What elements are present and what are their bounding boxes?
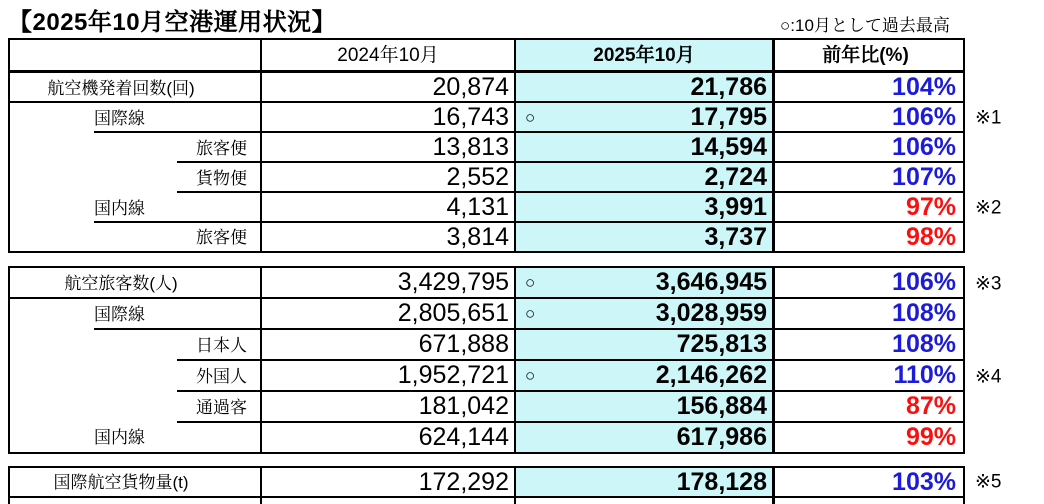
- yoy-ratio: 99%: [772, 423, 963, 452]
- table-section-cargo: [8, 466, 1002, 498]
- row-label-cell: [10, 163, 260, 193]
- value-2025-cell: [514, 468, 772, 496]
- table-header-row: [10, 40, 963, 73]
- value-2025-cell: [514, 163, 772, 193]
- table-section-movements: [8, 38, 1002, 253]
- row-label: 国内線: [94, 428, 145, 447]
- yoy-ratio: 106%: [772, 133, 963, 163]
- table-row: [10, 423, 963, 452]
- value-2025: 725,813: [676, 330, 767, 358]
- table-edge-stub: [514, 497, 516, 504]
- value-2025: 3,028,959: [655, 299, 767, 327]
- yoy-ratio: 106%: [772, 103, 963, 133]
- value-2025: 617,986: [676, 423, 767, 451]
- record-circle-icon: ○: [525, 273, 536, 292]
- table-row: [10, 73, 963, 103]
- yoy-ratio: 87%: [772, 392, 963, 423]
- header-2024: 2024年10月: [260, 40, 514, 73]
- table-section-passengers: [8, 266, 1002, 454]
- value-2025-cell: [514, 268, 772, 299]
- row-label-cell: [10, 299, 260, 330]
- yoy-ratio: 98%: [772, 223, 963, 251]
- row-label: 国際航空貨物量(t): [53, 472, 189, 492]
- table-row: [10, 467, 1002, 496]
- value-2025-cell: [514, 423, 772, 452]
- table-row: [10, 133, 963, 163]
- value-2025-cell: [514, 330, 772, 361]
- footnote-ref: ※4: [975, 366, 1002, 387]
- value-2025: 2,146,262: [655, 361, 767, 389]
- value-2024: 4,131: [260, 193, 514, 223]
- footnote-ref: ※2: [975, 197, 1002, 219]
- value-2024: 20,874: [260, 73, 514, 103]
- table-row: [10, 361, 1002, 392]
- record-circle-icon: ○: [525, 107, 536, 127]
- table-edge-stub: [8, 497, 10, 504]
- value-2025: 178,128: [676, 467, 767, 496]
- value-2024: 3,429,795: [260, 268, 514, 299]
- record-circle-icon: ○: [525, 366, 536, 385]
- yoy-ratio: 106%: [772, 268, 963, 299]
- table-row: [10, 163, 963, 193]
- value-2025-cell: [514, 103, 772, 133]
- yoy-ratio: 108%: [772, 299, 963, 330]
- value-2024: 181,042: [260, 392, 514, 423]
- header-2025: 2025年10月: [514, 40, 772, 73]
- value-2025-cell: [514, 133, 772, 163]
- row-label: 旅客便: [196, 227, 247, 247]
- row-label: 航空旅客数(人): [64, 274, 178, 293]
- row-label-cell: [10, 392, 260, 423]
- yoy-ratio: 103%: [772, 468, 963, 496]
- table-edge-stub: [260, 497, 262, 504]
- value-2025: 2,724: [704, 162, 767, 191]
- table-edge-stub: [772, 497, 775, 504]
- table-row: [10, 268, 1002, 299]
- row-label-cell: [10, 223, 260, 251]
- row-label: 国際線: [94, 108, 145, 128]
- value-2025-cell: [514, 193, 772, 223]
- value-2025-cell: [514, 73, 772, 103]
- table-row: [10, 192, 1002, 223]
- table-row: [10, 102, 1002, 133]
- value-2025-cell: [514, 392, 772, 423]
- row-label-cell: [10, 468, 260, 496]
- row-label-cell: [10, 268, 260, 299]
- value-2024: 671,888: [260, 330, 514, 361]
- footnote-ref: ※1: [975, 107, 1002, 129]
- row-label: 通過客: [196, 398, 247, 417]
- value-2024: 2,552: [260, 163, 514, 193]
- value-2025: 21,786: [690, 72, 767, 101]
- row-label: 日本人: [196, 336, 247, 355]
- yoy-ratio: 107%: [772, 163, 963, 193]
- row-label: 国内線: [94, 198, 145, 218]
- value-2024: 624,144: [260, 423, 514, 452]
- value-2025: 3,991: [704, 192, 767, 221]
- footnote-ref: ※5: [975, 471, 1002, 493]
- row-label: 国際線: [94, 305, 145, 324]
- row-label: 外国人: [196, 367, 247, 386]
- yoy-ratio: 108%: [772, 330, 963, 361]
- yoy-ratio: 97%: [772, 193, 963, 223]
- record-legend-note: ○:10月として過去最高: [780, 16, 950, 35]
- row-label-cell: [10, 73, 260, 103]
- row-label-cell: [10, 361, 260, 392]
- value-2024: 13,813: [260, 133, 514, 163]
- table-row: [10, 330, 963, 361]
- row-label: 航空機発着回数(回): [47, 78, 195, 98]
- value-2024: 3,814: [260, 223, 514, 251]
- header-label-cell: [10, 40, 260, 73]
- value-2024: 2,805,651: [260, 299, 514, 330]
- footnote-ref: ※3: [975, 273, 1002, 294]
- header-yoy: 前年比(%): [772, 40, 963, 73]
- value-2024: 172,292: [260, 468, 514, 496]
- table-row: [10, 299, 963, 330]
- value-2024: 1,952,721: [260, 361, 514, 392]
- value-2025: 156,884: [676, 392, 767, 420]
- value-2025: 14,594: [690, 132, 767, 161]
- value-2025-cell: [514, 361, 772, 392]
- value-2025: 3,646,945: [655, 268, 767, 296]
- row-label: 旅客便: [196, 138, 247, 158]
- record-circle-icon: ○: [525, 304, 536, 323]
- yoy-ratio: 104%: [772, 73, 963, 103]
- table-edge-stub: [963, 497, 965, 504]
- row-label-cell: [10, 103, 260, 133]
- row-label: 貨物便: [196, 168, 247, 188]
- value-2025: 3,737: [704, 222, 767, 251]
- value-2025-cell: [514, 299, 772, 330]
- value-2025: 17,795: [690, 102, 767, 131]
- value-2025-cell: [514, 223, 772, 251]
- row-label-cell: [10, 423, 260, 452]
- row-label-cell: [10, 330, 260, 361]
- yoy-ratio: 110%: [772, 361, 963, 392]
- table-row: [10, 392, 963, 423]
- row-label-cell: [10, 193, 260, 223]
- row-label-cell: [10, 133, 260, 163]
- page-title: 【2025年10月空港運用状況】: [8, 9, 337, 36]
- value-2024: 16,743: [260, 103, 514, 133]
- table-row: [10, 223, 963, 251]
